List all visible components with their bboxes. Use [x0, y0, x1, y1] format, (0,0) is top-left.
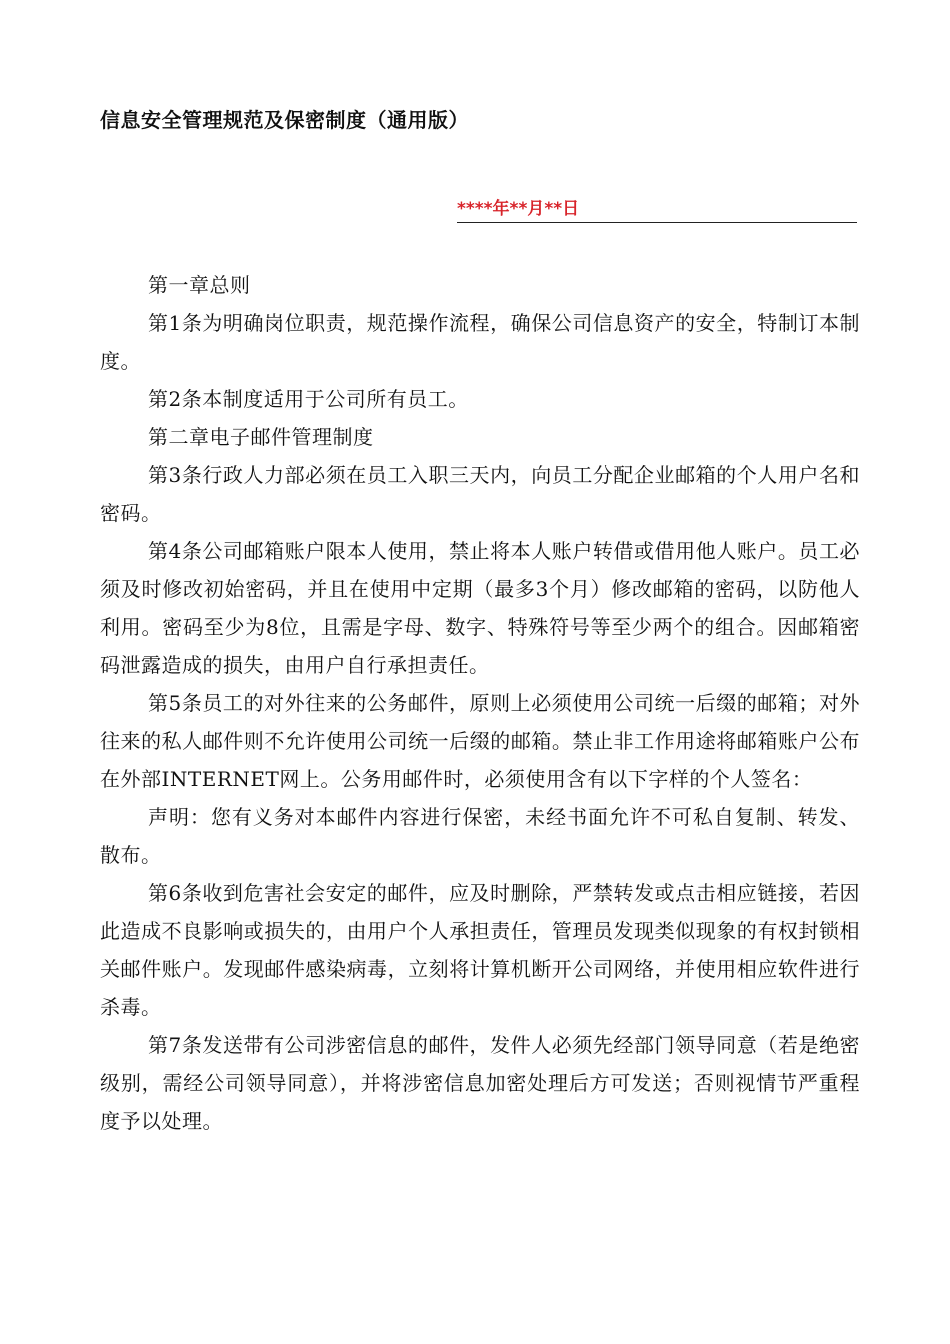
- article-5: 第5条员工的对外往来的公务邮件，原则上必须使用公司统一后缀的邮箱；对外往来的私人邮件则不允许使用公司统一后缀的邮箱。禁止非工作用途将邮箱账户公布在外部INTERNET网上。公务用邮件时，必须使用含有以下字样的个人签名：: [100, 691, 860, 791]
- document-body: [100, 266, 860, 1140]
- chapter-1-heading: 第一章总则: [148, 273, 251, 297]
- article-4: 第4条公司邮箱账户限本人使用，禁止将本人账户转借或借用他人账户。员工必须及时修改初始密码，并且在使用中定期（最多3个月）修改邮箱的密码，以防他人利用。密码至少为8位，且需是字母、数字、特殊符号等至少两个的组合。因邮箱密码泄露造成的损失，由用户自行承担责任。: [100, 539, 860, 677]
- article-7: 第7条发送带有公司涉密信息的邮件，发件人必须先经部门领导同意（若是绝密级别，需经公司领导同意），并将涉密信息加密处理后方可发送；否则视情节严重程度予以处理。: [100, 1033, 860, 1133]
- article-6: 第6条收到危害社会安定的邮件，应及时删除，严禁转发或点击相应链接，若因此造成不良影响或损失的，由用户个人承担责任，管理员发现类似现象的有权封锁相关邮件账户。发现邮件感染病毒，立刻将计算机断开公司网络，并使用相应软件进行杀毒。: [100, 881, 860, 1019]
- date-line: [457, 198, 857, 223]
- date-text: ****年**月**日: [457, 199, 580, 219]
- signature-statement: 声明：您有义务对本邮件内容进行保密，未经书面允许不可私自复制、转发、散布。: [100, 805, 860, 867]
- article-2: 第2条本制度适用于公司所有员工。: [148, 387, 469, 411]
- document-title: 信息安全管理规范及保密制度（通用版）: [100, 108, 469, 132]
- article-1: 第1条为明确岗位职责，规范操作流程，确保公司信息资产的安全，特制订本制度。: [100, 311, 860, 373]
- chapter-2-heading: 第二章电子邮件管理制度: [148, 425, 374, 449]
- article-3: 第3条行政人力部必须在员工入职三天内，向员工分配企业邮箱的个人用户名和密码。: [100, 463, 860, 525]
